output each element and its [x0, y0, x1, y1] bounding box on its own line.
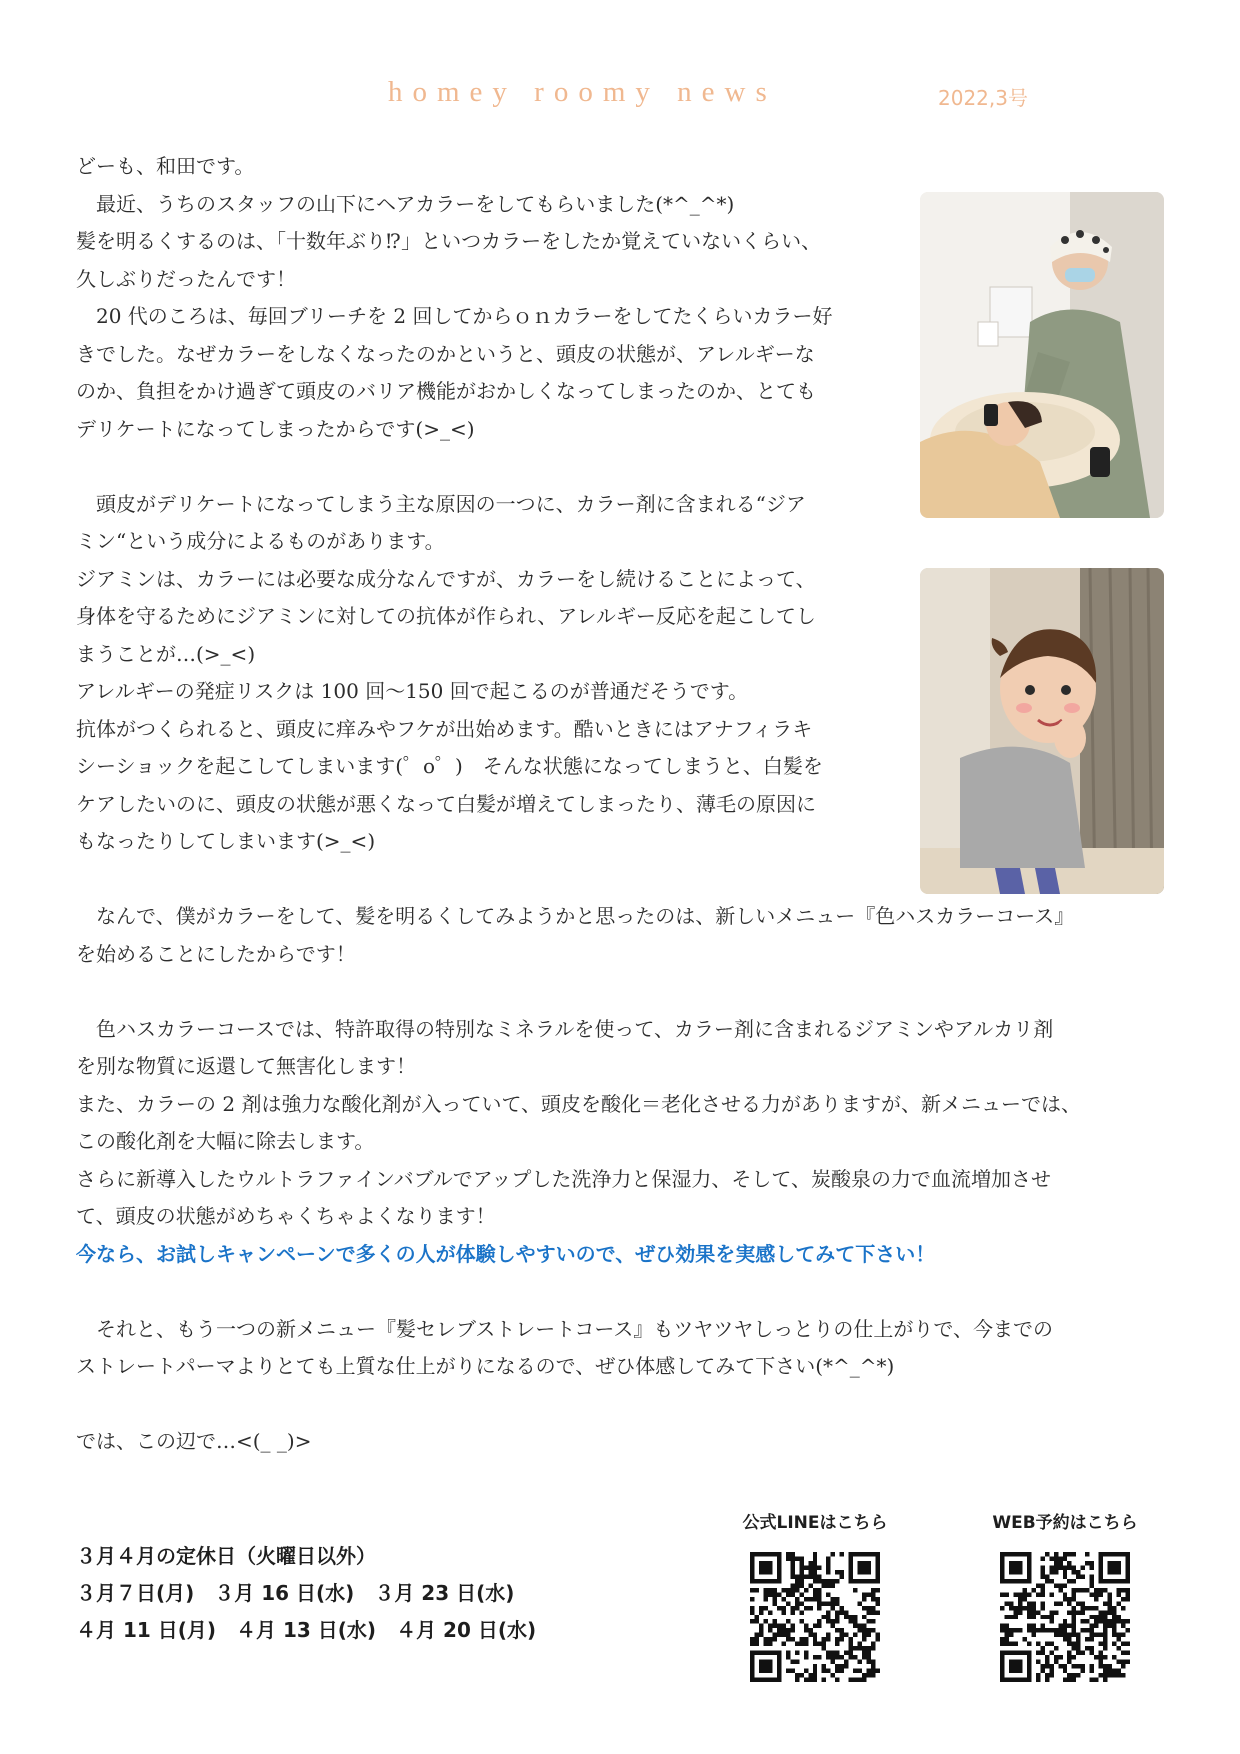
holiday-schedule [76, 1538, 536, 1649]
article-line: ストレートパーマよりとても上質な仕上がりになるので、ぜひ体感してみて下さい(*^_^*) [76, 1354, 895, 1378]
article-line: ケアしたいのに、頭皮の状態が悪くなって白髪が増えてしまったり、薄毛の原因に [76, 791, 816, 816]
masthead [0, 72, 1240, 122]
web-qr-label: WEB予約はこちら [992, 1513, 1138, 1533]
article-line: て、頭皮の状態がめちゃくちゃよくなります！ [76, 1204, 496, 1228]
newsletter-title: homey roomy news [388, 76, 777, 108]
article-line: ミン“という成分によるものがあります。 [76, 529, 445, 553]
campaign-highlight: 今なら、お試しキャンペーンで多くの人が体験しやすいので、ぜひ効果を実感してみて下さい！ [76, 1241, 936, 1266]
article-line: 身体を守るためにジアミンに対しての抗体が作られ、アレルギー反応を起こしてし [76, 604, 816, 628]
article-line: アレルギーの発症リスクは 100 回～150 回で起こるのが普通だそうです。 [76, 679, 749, 703]
child-portrait-photo [920, 568, 1164, 894]
blank-line [76, 1273, 1081, 1311]
article-line: 髪を明るくするのは、「十数年ぶり⁉」といつカラーをしたか覚えていないくらい、 [76, 229, 822, 253]
article-line: シーショックを起こしてしまいます(゜o゜) そんな状態になってしまうと、白髪を [76, 754, 823, 778]
line-qr-code[interactable] [750, 1552, 880, 1682]
blank-line [76, 1386, 1081, 1424]
holiday-april: ４月 11 日(月) ４月 13 日(水) ４月 20 日(水) [76, 1618, 537, 1642]
holiday-march: ３月７日(月) ３月 16 日(水) ３月 23 日(水) [76, 1581, 515, 1605]
article-line: きでした。なぜカラーをしなくなったのかというと、頭皮の状態が、アレルギーな [76, 341, 815, 366]
article-line: のか、負担をかけ過ぎて頭皮のバリア機能がおかしくなってしまったのか、とても [76, 379, 816, 403]
article-line: 20 代のころは、毎回ブリーチを 2 回してからｏｎカラーをしてたくらいカラー好 [76, 304, 833, 328]
salon-shampoo-photo [920, 192, 1164, 518]
article-line: を別な物質に返還して無害化します！ [76, 1054, 416, 1078]
article-line: デリケートになってしまったからです(>_<) [76, 416, 475, 441]
article-line: どーも、和田です。 [76, 154, 255, 178]
line-qr-label: 公式LINEはこちら [742, 1513, 888, 1533]
article-line: この酸化剤を大幅に除去します。 [76, 1129, 375, 1153]
line-qr-block[interactable] [730, 1508, 900, 1682]
article-line: さらに新導入したウルトラファインバブルでアップした洗浄力と保湿力、そして、炭酸泉の力で血流増加させ [76, 1166, 1051, 1191]
web-qr-block[interactable] [980, 1508, 1150, 1682]
article-line: なんで、僕がカラーをして、髪を明るくしてみようかと思ったのは、新しいメニュー『色ハスカラーコース』 [76, 904, 1075, 928]
article-line: 頭皮がデリケートになってしまう主な原因の一つに、カラー剤に含まれる“ジア [76, 491, 806, 516]
article-line: ジアミンは、カラーには必要な成分なんですが、カラーをし続けることによって、 [76, 566, 816, 591]
article-line: 抗体がつくられると、頭皮に痒みやフケが出始めます。酷いときにはアナフィラキ [76, 716, 813, 741]
article-line: もなったりしてしまいます(>_<) [76, 829, 376, 853]
article-line: 最近、うちのスタッフの山下にヘアカラーをしてもらいました(*^_^*) [76, 191, 735, 216]
issue-number: 2022,3号 [938, 86, 1028, 110]
web-qr-code[interactable] [1000, 1552, 1130, 1682]
article-line: では、この辺で…<(_ _)> [76, 1429, 312, 1453]
holiday-heading: ３月４月の定休日（火曜日以外） [76, 1544, 376, 1568]
article-line: 久しぶりだったんです！ [76, 266, 296, 291]
article-line: また、カラーの 2 剤は強力な酸化剤が入っていて、頭皮を酸化＝老化させる力がありますが、新メニューでは、 [76, 1091, 1082, 1116]
article-line: を始めることにしたからです！ [76, 941, 356, 966]
article-line: 色ハスカラーコースでは、特許取得の特別なミネラルを使って、カラー剤に含まれるジアミンやアルカリ剤 [76, 1016, 1054, 1041]
article-line: まうことが…(>_<) [76, 641, 256, 666]
blank-line [76, 973, 1081, 1011]
article-line: それと、もう一つの新メニュー『髪セレブストレートコース』もツヤツヤしっとりの仕上がりで、今までの [76, 1316, 1053, 1341]
